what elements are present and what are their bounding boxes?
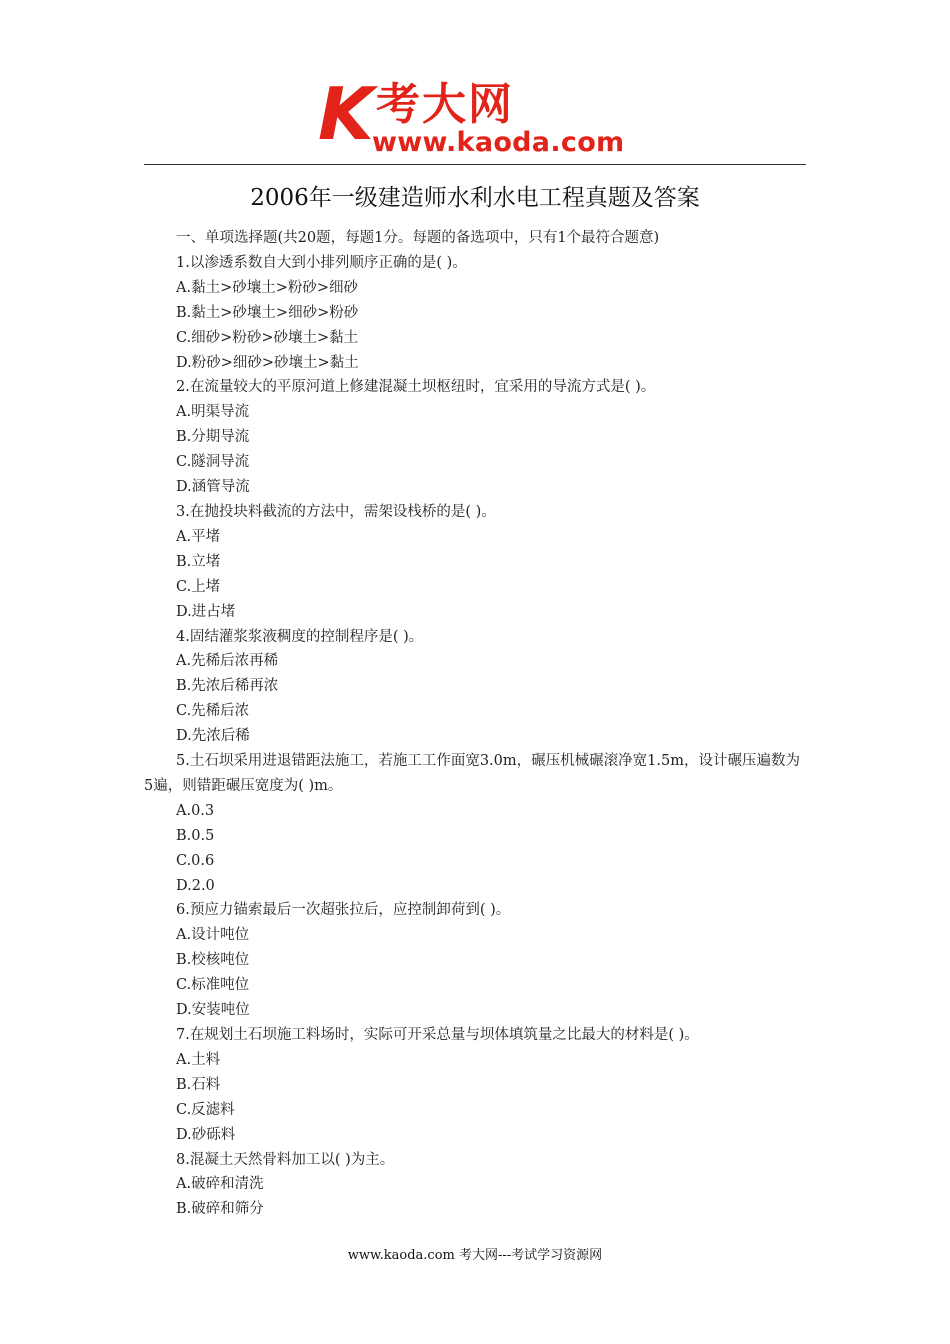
section-heading: 一、单项选择题(共20题，每题1分。每题的备选项中，只有1个最符合题意)	[176, 230, 660, 246]
option-line: A.设计吨位	[176, 927, 250, 944]
document-body	[144, 226, 808, 1222]
kaoda-logo	[318, 72, 648, 160]
option-line: D.进占堵	[176, 603, 236, 620]
option-line: C.反滤料	[176, 1101, 235, 1118]
question-6: 6.预应力锚索最后一次超张拉后，应控制卸荷到( )。	[176, 902, 511, 919]
option-line: C.细砂>粉砂>砂壤土>黏土	[176, 329, 359, 346]
option-line: D.砂砾料	[176, 1126, 236, 1143]
option-line: C.0.6	[176, 852, 215, 869]
option-line: B.先浓后稀再浓	[176, 678, 279, 695]
option-line: A.破碎和清洗	[176, 1176, 264, 1193]
option-line: D.2.0	[176, 877, 215, 894]
question-1: 1.以渗透系数自大到小排列顺序正确的是( )。	[176, 254, 467, 271]
option-line: C.隧洞导流	[176, 454, 250, 471]
option-line: B.分期导流	[176, 429, 250, 446]
option-line: B.黏土>砂壤土>细砂>粉砂	[176, 304, 359, 321]
option-line: B.0.5	[176, 827, 215, 844]
question-7: 7.在规划土石坝施工料场时，实际可开采总量与坝体填筑量之比最大的材料是( )。	[176, 1027, 699, 1043]
option-line: A.黏土>砂壤土>粉砂>细砂	[176, 279, 359, 296]
option-line: C.上堵	[176, 578, 221, 595]
option-line: D.安装吨位	[176, 1002, 250, 1019]
option-line: D.涵管导流	[176, 479, 250, 496]
option-line: A.先稀后浓再稀	[176, 653, 279, 670]
option-line: B.立堵	[176, 553, 221, 570]
page-footer: www.kaoda.com 考大网---考试学习资源网	[347, 1248, 603, 1263]
question-3: 3.在抛投块料截流的方法中，需架设栈桥的是( )。	[176, 503, 496, 520]
option-line: A.明渠导流	[176, 404, 250, 421]
option-line: A.0.3	[176, 802, 215, 819]
option-line: A.土料	[176, 1051, 221, 1068]
option-line: D.粉砂>细砂>砂壤土>黏土	[176, 354, 359, 371]
option-line: B.石料	[176, 1076, 221, 1093]
logo-brand-name: 考大网	[376, 79, 514, 130]
question-8: 8.混凝土天然骨料加工以( )为主。	[176, 1151, 395, 1168]
logo-url: www.kaoda.com	[372, 127, 625, 158]
option-line: C.先稀后浓	[176, 703, 250, 720]
logo-k-mark: K	[318, 72, 372, 156]
question-4: 4.固结灌浆浆液稠度的控制程序是( )。	[176, 628, 424, 645]
option-line: D.先浓后稀	[176, 728, 250, 745]
option-line: B.校核吨位	[176, 952, 250, 969]
option-line: A.平堵	[176, 528, 221, 545]
option-line: C.标准吨位	[176, 977, 250, 994]
question-2: 2.在流量较大的平原河道上修建混凝土坝枢纽时，宜采用的导流方式是( )。	[176, 379, 656, 396]
header-divider	[144, 164, 806, 165]
option-line: B.破碎和筛分	[176, 1201, 264, 1218]
document-title: 2006年一级建造师水利水电工程真题及答案	[250, 185, 700, 211]
question-5: 5.土石坝采用进退错距法施工，若施工工作面宽3.0m，碾压机械碾滚净宽1.5m，设计碾压遍数为5遍，则错距碾压宽度为( )m。	[144, 753, 800, 794]
